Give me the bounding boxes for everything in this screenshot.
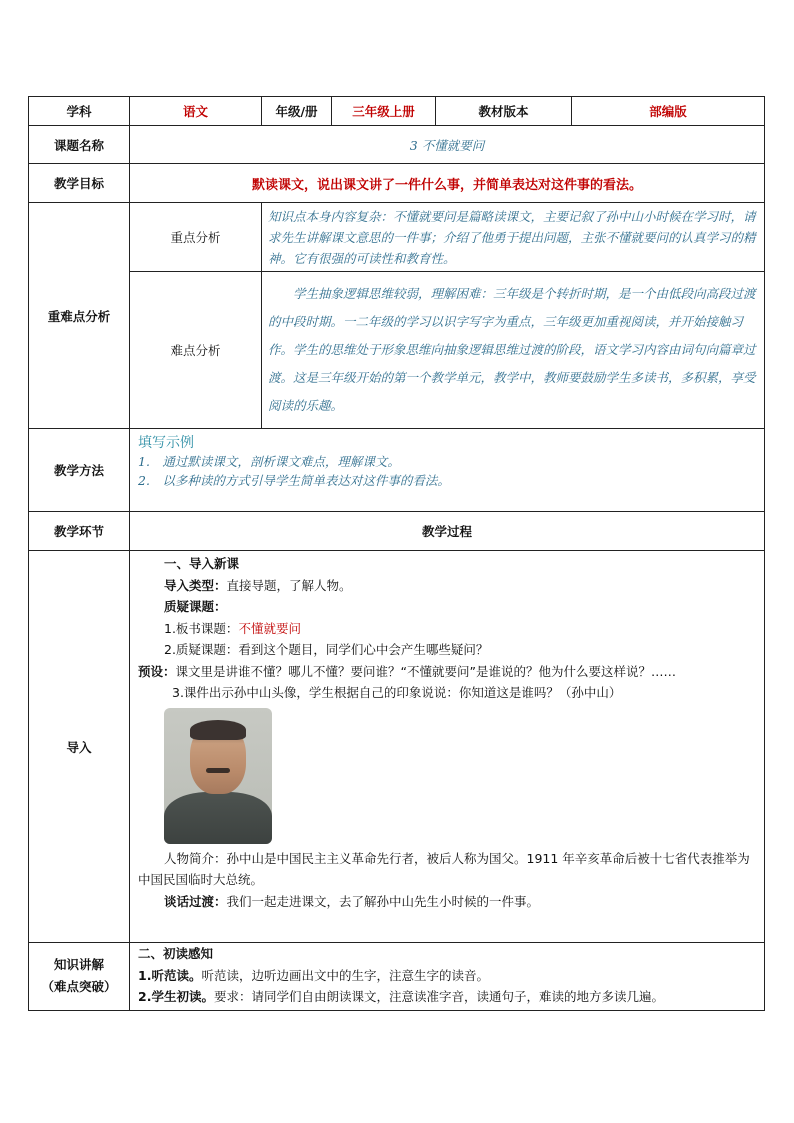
method-row — [29, 429, 765, 512]
method-label: 教学方法 — [29, 429, 130, 512]
grade-label: 年级/册 — [262, 97, 332, 126]
intro-type-label: 导入类型： — [164, 577, 227, 593]
preset-text: 课文里是讲谁不懂？哪儿不懂？要问谁？“不懂就要问”是谁说的？他为什么要这样说？…… — [175, 663, 676, 679]
lesson-title: 3 不懂就要问 — [130, 126, 765, 164]
transition-label: 谈话过渡： — [164, 893, 227, 909]
knowledge-content — [130, 943, 765, 1011]
key-analysis-label: 重点分析 — [130, 203, 262, 272]
transition — [138, 891, 756, 913]
difficulty-analysis-label: 难点分析 — [130, 272, 262, 429]
knowledge-label-line-2: （难点突破） — [41, 979, 117, 995]
knowledge-label — [29, 943, 130, 1011]
intro-section-title: 一、导入新课 — [164, 556, 240, 571]
edition-value: 部编版 — [572, 97, 765, 126]
process-header-row — [29, 512, 765, 551]
grade-value: 三年级上册 — [332, 97, 436, 126]
objective-label: 教学目标 — [29, 164, 130, 203]
process-label: 教学过程 — [130, 512, 765, 551]
key-analysis-row — [29, 203, 765, 272]
subject-label: 学科 — [29, 97, 130, 126]
objective-text: 默读课文，说出课文讲了一件什么事，并简单表达对这件事的看法。 — [130, 164, 765, 203]
difficulty-analysis-text: 学生抽象逻辑思维较弱，理解困难：三年级是个转折时期，是一个由低段向高段过渡的中段时期。一二年级的学习以识字写字为重点，三年级更加重视阅读，并开始接触习作。学生的思维处于形象思维向抽象逻辑思维过渡的阶段，语文学习内容由词句向篇章过渡。这是三年级开始的第一个教学单元，教学中，教师要鼓励学生多读书，多积累，享受阅读的乐趣。 — [262, 272, 765, 429]
knowledge-item-2 — [138, 986, 756, 1008]
knowledge-item-2-text: 要求：请同学们自由朗读课文，注意读准字音，读通句子，难读的地方多读几遍。 — [213, 989, 664, 1004]
intro-content — [130, 551, 765, 943]
intro-type — [138, 575, 756, 597]
question-label: 质疑课题： — [164, 599, 227, 614]
objective-row — [29, 164, 765, 203]
knowledge-row — [29, 943, 765, 1011]
lesson-label: 课题名称 — [29, 126, 130, 164]
step-1 — [138, 618, 756, 640]
edition-label: 教材版本 — [436, 97, 572, 126]
step-3: 3.课件出示孙中山头像，学生根据自己的印象说说：你知道这是谁吗？（孙中山） — [172, 685, 622, 700]
intro-type-text: 直接导题，了解人物。 — [226, 577, 352, 593]
preset-label: 预设： — [138, 663, 176, 679]
preset — [138, 661, 756, 683]
step-2: 2.质疑课题：看到这个题目，同学们心中会产生哪些疑问？ — [164, 642, 489, 657]
subject-value: 语文 — [130, 97, 262, 126]
method-example-title: 填写示例 — [138, 435, 194, 451]
knowledge-item-2-label: 2.学生初读。 — [138, 989, 214, 1004]
key-analysis-text: 知识点本身内容复杂：不懂就要问是篇略读课文，主要记叙了孙中山小时候在学习时，请求先生讲解课文意思的一件事；介绍了他勇于提出问题，主张不懂就要问的认真学习的精神。它有很强的可读性和教育性。 — [262, 203, 765, 272]
knowledge-section-title: 二、初读感知 — [138, 946, 214, 961]
method-item-1: 1. 通过默读课文，剖析课文难点，理解课文。 — [138, 454, 400, 469]
analysis-label: 重难点分析 — [29, 203, 130, 429]
intro-label: 导入 — [29, 551, 130, 943]
method-item-2: 2. 以多种读的方式引导学生简单表达对这件事的看法。 — [138, 473, 450, 488]
sun-yat-sen-portrait — [164, 708, 272, 844]
intro-row — [29, 551, 765, 943]
step-1-prefix: 1.板书课题： — [164, 620, 239, 636]
lesson-row — [29, 126, 765, 164]
knowledge-item-1-label: 1.听范读。 — [138, 967, 202, 983]
knowledge-item-1-text: 听范读，边听边画出文中的生字，注意生字的读音。 — [201, 967, 489, 983]
step-1-title: 不懂就要问 — [238, 620, 301, 636]
transition-text: 我们一起走进课文，去了解孙中山先生小时候的一件事。 — [226, 893, 540, 909]
bio-text: 人物简介：孙中山是中国民主主义革命先行者，被后人称为国父。1911 年辛亥革命后被十七省代表推举为中国民国临时大总统。 — [138, 850, 750, 887]
knowledge-item-1 — [138, 965, 756, 987]
lesson-plan-table — [28, 96, 764, 1011]
stage-label: 教学环节 — [29, 512, 130, 551]
method-content — [130, 429, 765, 512]
difficulty-analysis-row — [29, 272, 765, 429]
header-row — [29, 97, 765, 126]
knowledge-label-line-1: 知识讲解 — [53, 957, 104, 973]
